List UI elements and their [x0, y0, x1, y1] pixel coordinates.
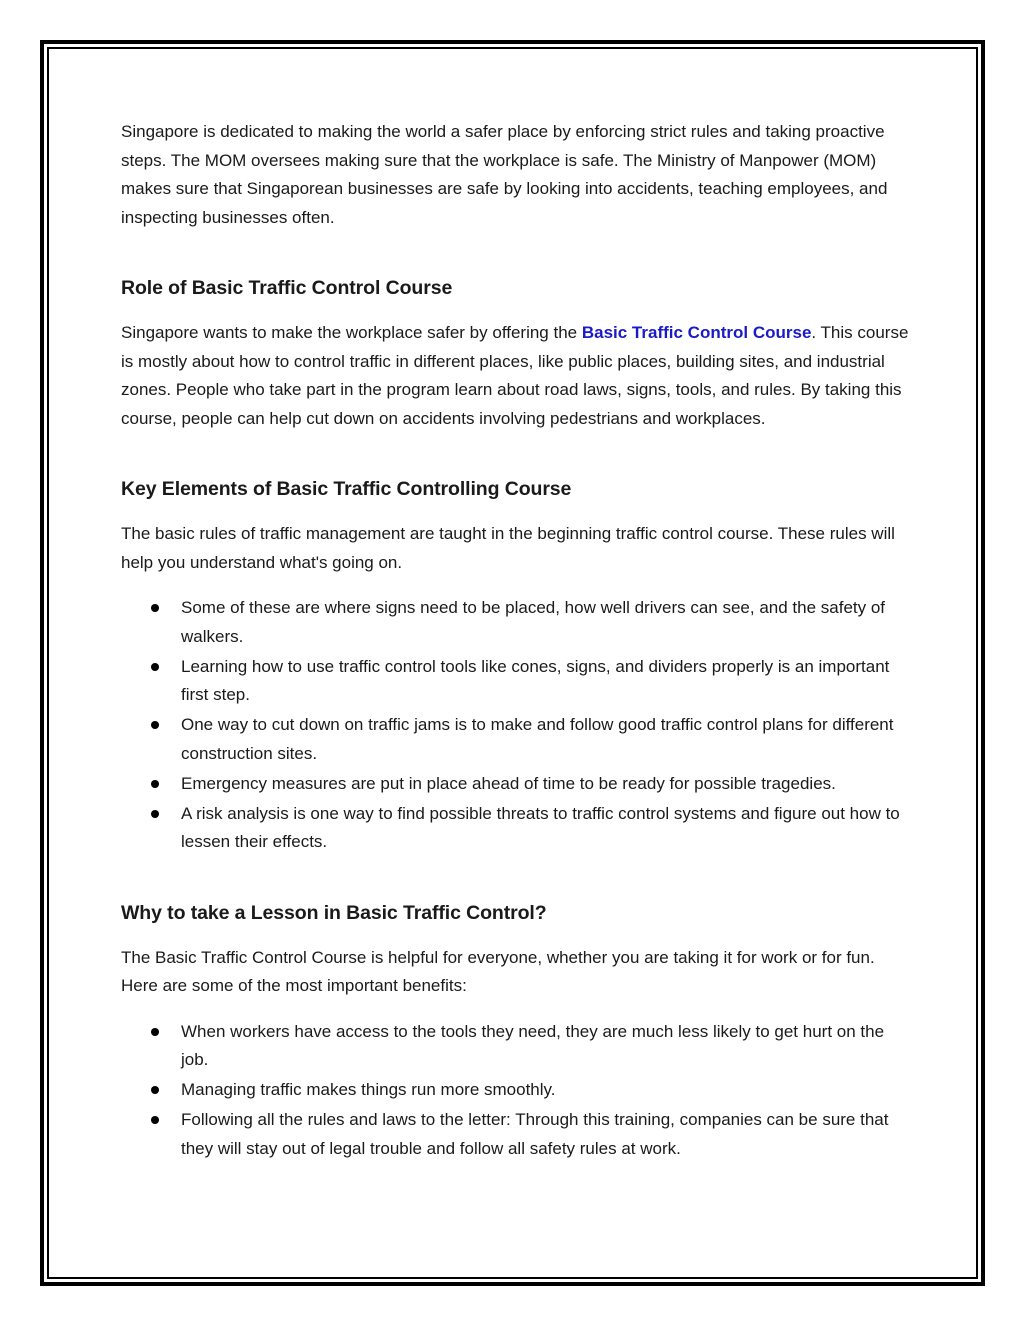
why-heading: Why to take a Lesson in Basic Traffic Control? — [121, 901, 547, 924]
role-heading: Role of Basic Traffic Control Course — [121, 277, 453, 299]
document-body — [121, 118, 911, 1165]
bullet-icon — [151, 663, 159, 671]
list-item — [121, 653, 911, 710]
list-item-text: When workers have access to the tools they need, they are much less likely to get hurt on the job. — [181, 1021, 885, 1069]
bullet-icon — [151, 721, 159, 729]
benefits-list — [121, 1018, 911, 1164]
list-item-text: One way to cut down on traffic jams is to make and follow good traffic control plans for different construction sites. — [181, 715, 894, 763]
list-item — [121, 1106, 911, 1163]
bullet-icon — [151, 1116, 159, 1124]
key-elements-heading: Key Elements of Basic Traffic Controlling Course — [121, 478, 572, 500]
role-text-before: Singapore wants to make the workplace safer by offering the — [121, 323, 582, 342]
list-item — [121, 711, 911, 768]
intro-paragraph: Singapore is dedicated to making the world a safer place by enforcing strict rules and taking proactive steps. The MOM oversees making sure that the workplace is safe. The Ministry of Manpower (MOM) makes sure that Singaporean businesses are safe by looking into accidents, teaching employees, and inspecting businesses often. — [121, 122, 888, 227]
list-item-text: Following all the rules and laws to the letter: Through this training, companies can be sure that they will stay out of legal trouble and follow all safety rules at work. — [181, 1110, 889, 1158]
list-item — [121, 1018, 911, 1075]
list-item-text: Managing traffic makes things run more smoothly. — [181, 1080, 556, 1099]
bullet-icon — [151, 780, 159, 788]
bullet-icon — [151, 1086, 159, 1094]
list-item — [121, 594, 911, 651]
key-elements-list — [121, 594, 911, 857]
bullet-icon — [151, 810, 159, 818]
list-item — [121, 1076, 911, 1105]
key-elements-paragraph: The basic rules of traffic management are taught in the beginning traffic control course. These rules will help you understand what's going on. — [121, 524, 895, 572]
list-item-text: Learning how to use traffic control tools like cones, signs, and dividers properly is an important first step. — [181, 656, 890, 704]
role-text-after: . This course is mostly about how to control traffic in different places, like public places, building sites, and industrial zones. People who take part in the program learn about road laws, signs, tools, and rules. By taking this course, people can help cut down on accidents involving pedestrians and workplaces. — [121, 323, 909, 428]
bullet-icon — [151, 604, 159, 612]
basic-traffic-control-course-link[interactable]: Basic Traffic Control Course — [581, 323, 812, 342]
why-paragraph: The Basic Traffic Control Course is helpful for everyone, whether you are taking it for work or for fun. Here are some of the most important benefits: — [121, 947, 875, 995]
bullet-icon — [151, 1028, 159, 1036]
list-item — [121, 800, 911, 857]
role-paragraph — [121, 319, 911, 433]
list-item — [121, 770, 911, 799]
list-item-text: A risk analysis is one way to find possible threats to traffic control systems and figure out how to lessen their effects. — [181, 803, 900, 851]
list-item-text: Emergency measures are put in place ahead of time to be ready for possible tragedies. — [181, 773, 836, 793]
list-item-text: Some of these are where signs need to be placed, how well drivers can see, and the safety of walkers. — [181, 598, 886, 646]
